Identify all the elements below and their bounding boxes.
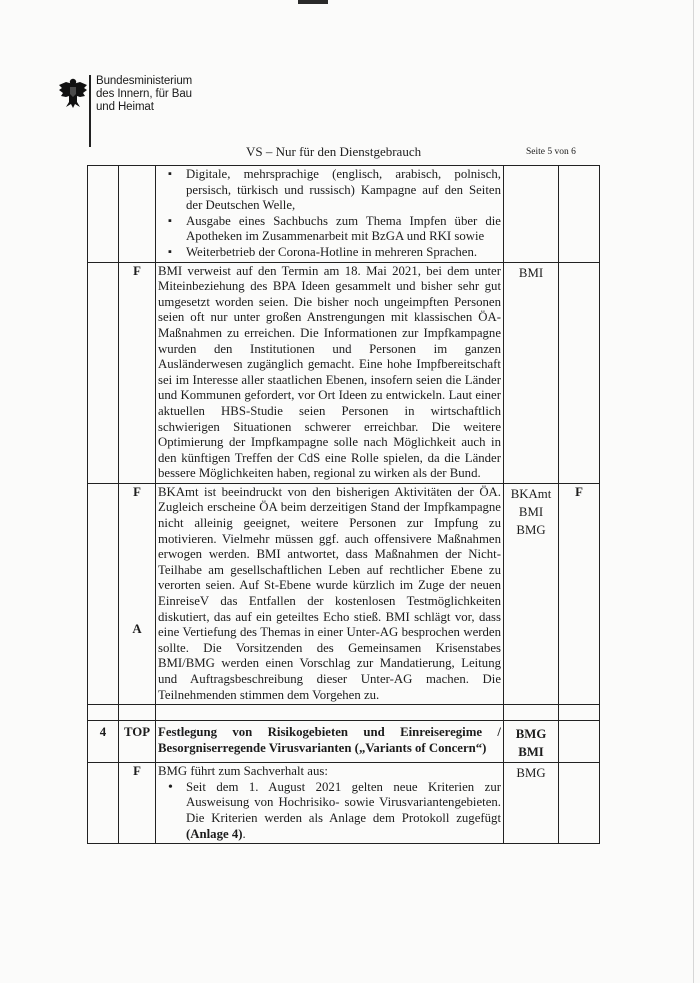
list-item-text: Seit dem 1. August 2021 gelten neue Kriterien zur Ausweisung von Hochrisiko- sowie Virusvariantengebieten. Die Kriterien werden als Anlage dem Protokoll zugefügt [186,779,501,825]
code-bottom: A [132,621,142,636]
responsible-cell [504,721,559,763]
extra-cell [559,763,600,844]
federal-eagle-icon [58,76,88,108]
list-item: ▪ Digitale, mehrsprachige (englisch, arabisch, polnisch, persisch, türkisch und russisch) Kampagne auf den Seiten der Deutschen Welle, [186,167,501,214]
content-intro: BMG führt zum Sachverhalt aus: [158,764,328,779]
responsible-cell [504,763,559,844]
number-cell: 4 [88,721,119,763]
content-cell: BMI verweist auf den Termin am 18. Mai 2021, bei dem unter Miteinbeziehung des BPA Ideen gesammelt und bisher sehr gut umgesetzt worden seien. Die bisher noch ungeimpften Personen seien oft nur unter großen Anstrengungen mit klassischen ÖA-Maßnahmen zu erreichen. Die Informationen zur Impfkampagne wurden den Institutionen und Personen im ganzen Ausländerwesen zugänglich gemacht. Eine hohe Impfbereitschaft sei im Interesse aller staatlichen Ebenen, insofern seien die Länder und Kommunen gefordert, vor Ort Ideen zu entwickeln. Laut einer aktuellen HBS-Studie seien Personen in wirtschaftlich schwierigen Situationen schwerer erreichbar. Die weitere Optimierung der Impfkampagne solle nach Möglichkeit auch in den künftigen Treffen der CdS eine Rolle spielen, da die Länder bessere Möglichkeiten haben, regional zu wirken als der Bund. [156,262,504,483]
content-cell [156,763,504,844]
bullet-list [158,167,501,261]
number-cell [88,166,119,263]
responsible-entry: BMI [518,265,544,280]
list-item [186,780,501,842]
scan-artifact [298,0,328,4]
table-row [88,705,600,721]
table-row [88,166,600,263]
responsible-entry: BMG [516,522,546,537]
responsible-entry: BMI [518,504,544,519]
ministry-line-3: und Heimat [96,101,154,113]
ministry-name [96,75,192,114]
logo-divider [89,75,91,147]
content-cell [156,166,504,263]
table-row [88,721,600,763]
responsible-cell [504,262,559,483]
extra-cell: F [559,483,600,704]
scan-page-edge [693,0,694,983]
code-cell [119,483,156,704]
number-cell [88,483,119,704]
responsible-entry: BKAmt [510,486,552,501]
extra-cell [559,166,600,263]
extra-cell [559,721,600,763]
agenda-title: Festlegung von Risikogebieten und Einreiseregime / Besorgniserregende Virusvarianten („Variants of Concern“) [156,721,504,763]
page-number: Seite 5 von 6 [526,147,576,157]
classification-label: VS – Nur für den Dienstgebrauch [246,144,422,159]
table-row [88,763,600,844]
list-item-end: . [242,826,246,841]
table-row [88,483,600,704]
code-cell: TOP [119,721,156,763]
responsible-cell [504,166,559,263]
ministry-line-2: des Innern, für Bau [96,88,192,100]
code-cell: F [119,763,156,844]
code-cell [119,166,156,263]
bullet-list [158,780,501,842]
number-cell [88,262,119,483]
table-row [88,262,600,483]
ministry-line-1: Bundesministerium [96,75,193,87]
number-cell [88,763,119,844]
annex-reference: (Anlage 4) [186,826,243,841]
extra-cell [559,262,600,483]
code-top: F [133,484,141,499]
protocol-table [87,165,600,844]
responsible-entry: BMG [515,727,547,742]
responsible-entry: BMI [518,745,544,760]
code-cell: F [119,262,156,483]
list-item: ▪ Ausgabe eines Sachbuchs zum Thema Impfen über die Apotheken im Zusammenarbeit mit BzGA und RKI sowie [186,214,501,245]
responsible-cell [504,483,559,704]
list-item: ▪ Weiterbetrieb der Corona-Hotline in mehreren Sprachen. [186,245,501,261]
content-cell: BKAmt ist beeindruckt von den bisherigen Aktivitäten der ÖA. Zugleich erscheine ÖA beim derzeitigen Stand der Impfkampagne nicht alleinig geeignet, weitere Personen zur Impfung zu motivieren. Vielmehr müssen ggf. auch offensivere Maßnahmen erwogen werden. BMI antwortet, dass Maßnahmen der Nicht-Teilhabe am gesellschaftlichen Leben auf rechtlicher Ebene zu verorten seien. Auf St-Ebene wurde kürzlich im Zuge der neuen EinreiseV das Entfallen der kostenlosen Testmöglichkeiten diskutiert, das auf ein geteiltes Echo stieß. BMI schlägt vor, dass eine Vertiefung des Themas in einer Unter-AG besprochen werden sollte. Die Vorsitzenden des Gemeinsamen Krisenstabes BMI/BMG werden einen Vorschlag zur Mandatierung, Leitung und Auftragsbeschreibung dieser Unter-AG machen. Die Teilnehmenden stimmen dem Vorgehen zu. [156,483,504,704]
responsible-entry: BMG [516,766,546,781]
